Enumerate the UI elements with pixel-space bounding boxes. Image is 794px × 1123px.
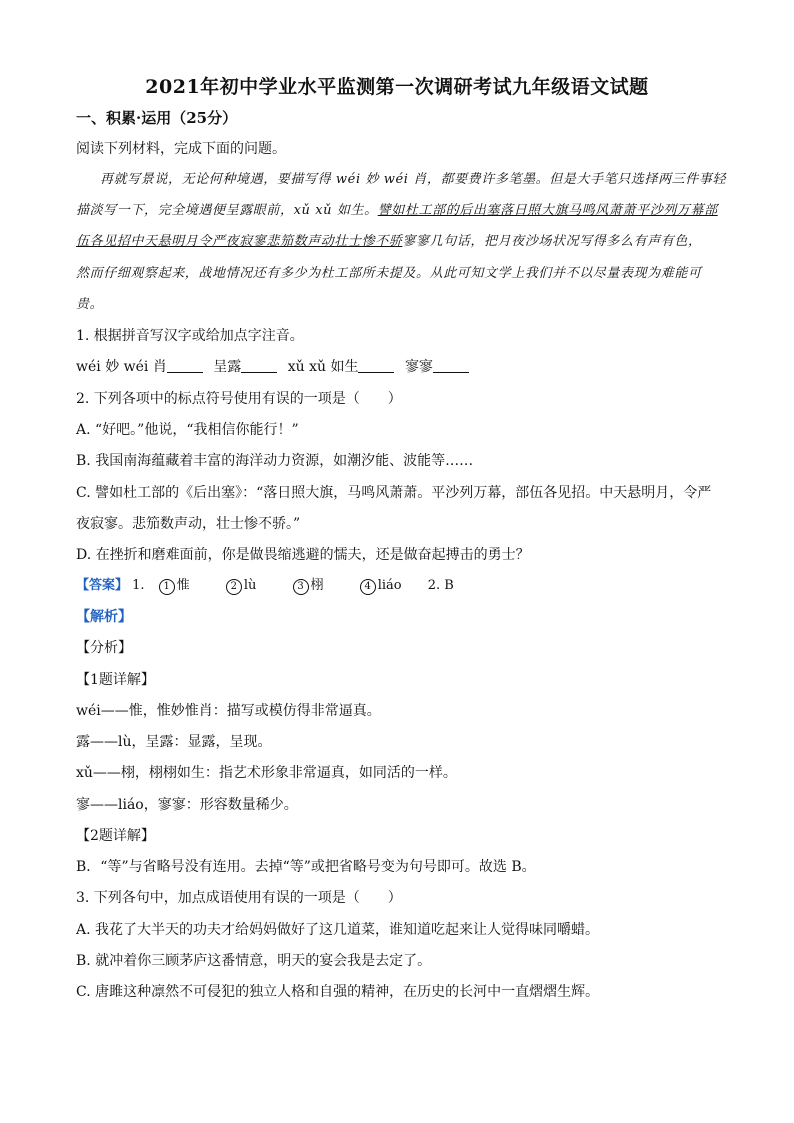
detail-1-line: 寥——liáo，寥寥：形容数量稀少。 xyxy=(76,797,298,813)
detail-1-heading: 【1题详解】 xyxy=(76,672,155,688)
underlined-text: 譬如杜工部的后出塞落日照大旗马鸣风萧萧平沙列万幕部 xyxy=(377,203,718,218)
answer-label: 【答案】 xyxy=(76,578,129,593)
answer-blank[interactable] xyxy=(167,358,203,373)
passage-line: 描淡写一下，完全境遇便呈露眼前，xǔ xǔ 如生。譬如杜工部的后出塞落日照大旗马鸣风萧萧平沙列万幕部 xyxy=(76,203,718,218)
option-c: C. 唐雎这种凛然不可侵犯的独立人格和自强的精神，在历史的长河中一直熠熠生辉。 xyxy=(76,984,600,1000)
option-a: A. 我花了大半天的功夫才给妈妈做好了这几道菜，谁知道吃起来让人觉得味同嚼蜡。 xyxy=(76,922,600,938)
option-c-continued: 夜寂寥。悲笳数声动，壮士惨不骄。” xyxy=(76,516,301,532)
detail-1-line: xǔ——栩，栩栩如生：指艺术形象非常逼真，如同活的一样。 xyxy=(76,765,457,781)
circled-number: 1 xyxy=(159,579,175,595)
option-a: A. “好吧。”他说，“我相信你能行！” xyxy=(76,422,299,438)
detail-1-line: 露——lù，呈露：显露，呈现。 xyxy=(76,734,272,750)
option-b: B. 我国南海蕴藏着丰富的海洋动力资源，如潮汐能、波能等…… xyxy=(76,453,474,469)
page-title: 2021年初中学业水平监测第一次调研考试九年级语文试题 xyxy=(145,76,649,98)
passage-line: 贵。 xyxy=(76,297,104,312)
passage-line: 伍各见招中天悬明月令严夜寂寥悲笳数声动壮士惨不骄寥寥几句话，把月夜沙场状况写得多么有声有色， xyxy=(76,234,702,249)
underlined-text: 伍各见招中天悬明月令严夜寂寥悲笳数声动壮士惨不骄 xyxy=(76,234,403,249)
answer-blank[interactable] xyxy=(241,358,277,373)
option-c: C. 譬如杜工部的《后出塞》：“落日照大旗，马鸣风萧萧。平沙列万幕，部伍各见招。中天悬明月，令严 xyxy=(76,485,712,501)
question-1-items: wéi 妙 wéi 肖 呈露 xǔ xǔ 如生 寥寥 xyxy=(76,357,475,377)
answer-blank[interactable] xyxy=(358,358,394,373)
question-3-stem: 3. 下列各句中，加点成语使用有误的一项是（ ） xyxy=(76,890,402,906)
circled-number: 3 xyxy=(293,579,309,595)
question-2-stem: 2. 下列各项中的标点符号使用有误的一项是（ ） xyxy=(76,391,402,407)
section-heading: 一、积累·运用（25分） xyxy=(76,109,238,127)
detail-2-heading: 【2题详解】 xyxy=(76,828,155,844)
answer-line: 【答案】 1. 1 惟 2 lù 3 栩 4 liáo 2. B xyxy=(76,578,454,593)
analysis-label: 【解析】 xyxy=(76,609,132,625)
instruction-text: 阅读下列材料，完成下面的问题。 xyxy=(76,141,286,157)
option-b: B. 就冲着你三顾茅庐这番情意，明天的宴会我是去定了。 xyxy=(76,953,432,969)
question-1-stem: 1. 根据拼音写汉字或给加点字注音。 xyxy=(76,328,304,344)
circled-number: 4 xyxy=(360,579,376,595)
answer-blank[interactable] xyxy=(433,358,469,373)
analysis-heading: 【分析】 xyxy=(76,640,132,656)
circled-number: 2 xyxy=(226,579,242,595)
passage-line: 再就写景说，无论何种境遇，要描写得 wéi 妙 wéi 肖，都要费许多笔墨。但是大手笔只选择两三件事轻 xyxy=(100,172,727,187)
detail-1-line: wéi——惟，惟妙惟肖：描写或模仿得非常逼真。 xyxy=(76,703,381,719)
passage-line: 然而仔细观察起来，战地情况还有多少为杜工部所未提及。从此可知文学上我们并不以尽量表现为难能可 xyxy=(76,266,702,281)
detail-2-line: B．“等”与省略号没有连用。去掉“等”或把省略号变为句号即可。故选 B。 xyxy=(76,859,536,875)
option-d: D. 在挫折和磨难面前，你是做畏缩逃避的懦夫，还是做奋起搏击的勇士？ xyxy=(76,547,530,563)
